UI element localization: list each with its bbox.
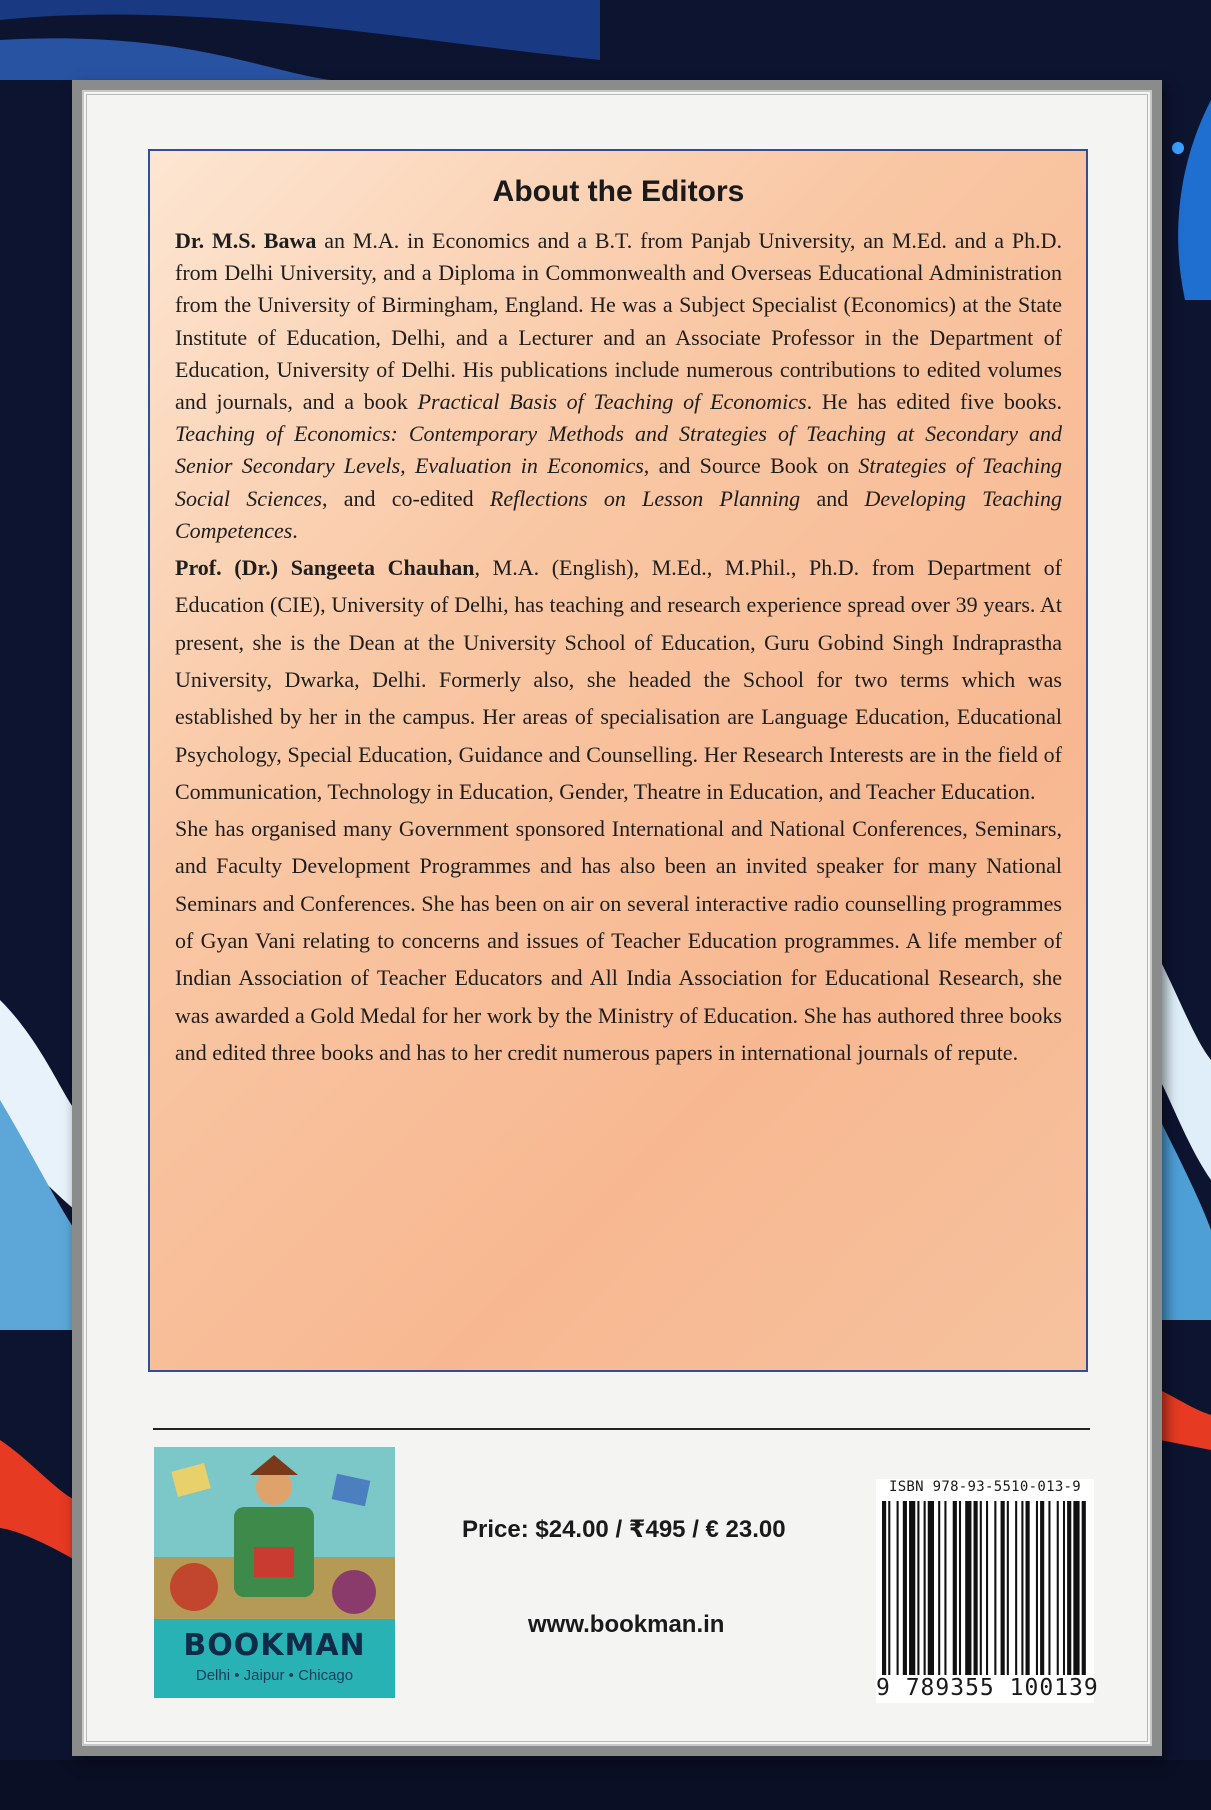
logo-illustration (154, 1447, 395, 1619)
editor1-book-title: Practical Basis of Teaching of Economics (417, 389, 807, 415)
editor1-book-title: Teaching of Economics: Contemporary Methods and Strategies of Teaching at Secondary and Senior Secondary Levels, Evaluation in Economics (175, 421, 1062, 479)
editor1-bio-text: . He has edited five books. (806, 389, 1062, 415)
website-url: www.bookman.in (528, 1611, 725, 1638)
isbn-number: ISBN 978-93-5510-013-9 (888, 1479, 1082, 1495)
price-label: Price: $24.00 / ₹495 / € 23.00 (462, 1516, 786, 1543)
editor1-bio-text: , and Source Book on (643, 453, 859, 479)
footer-divider (153, 1428, 1090, 1430)
editor1-bio-text: an M.A. in Economics and a B.T. from Panjab University, an M.Ed. and a Ph.D. from Delhi University, and a Diploma in Commonwealth and Overseas Educational Administration from the University of Birmingham, England. He was a Subject Specialist (Economics) at the State Institute of Education, Delhi, and a Lecturer and an Associate Professor in the Department of Education, University of Delhi. His publications include numerous contributions to edited volumes and journals, and a book (175, 228, 1062, 415)
about-editors-heading: About the Editors (492, 175, 745, 208)
editor1-name: Dr. M.S. Bawa (175, 228, 317, 253)
editor2-bio-continued: She has organised many Government sponsored International and National Conferences, Seminars, and Faculty Development Programmes and has also been an invited speaker for many National Seminars and Conferences. She has been on air on several interactive radio counselling programmes of Gyan Vani relating to concerns and issues of Teacher Education programmes. A life member of Indian Association of Teacher Educators and All India Association for Educational Research, she was awarded a Gold Medal for her work by the Ministry of Education. She has authored three books and edited three books and has to her credit numerous papers in international journals of repute. (175, 816, 1062, 1065)
editor2-bio-text: , M.A. (English), M.Ed., M.Phil., Ph.D. from Department of Education (CIE), University of Delhi, has teaching and research experience spread over 39 years. At present, she is the Dean at the University School of Education, Guru Gobind Singh Indraprastha University, Dwarka, Delhi. Formerly also, she headed the School for two terms which was established by her in the campus. Her areas of specialisation are Language Education, Educational Psychology, Special Education, Guidance and Counselling. Her Research Interests are in the field of Communication, Technology in Education, Gender, Theatre in Education, and Teacher Education. (175, 555, 1063, 804)
isbn-barcode-block (876, 1479, 1099, 1703)
editor1-bio-text: . (292, 517, 298, 543)
editor1-book-title: Developing Teaching Competences (175, 485, 1063, 543)
publisher-logo (154, 1447, 395, 1698)
editor1-bio-text: and (800, 485, 865, 511)
logo-band (154, 1619, 395, 1698)
barcode-icon (882, 1501, 1090, 1675)
publisher-cities: Delhi • Jaipur • Chicago (195, 1667, 354, 1684)
publisher-name: BOOKMAN (183, 1628, 366, 1663)
editor1-bio-text: , and co-edited (321, 485, 490, 511)
editor1-book-title: Reflections on Lesson Planning (489, 485, 801, 511)
editor1-book-title: Strategies of Teaching Social Sciences (175, 453, 1063, 511)
editor2-name: Prof. (Dr.) Sangeeta Chauhan (175, 555, 475, 581)
about-editors-box (148, 149, 1088, 1372)
editor2-bio (175, 549, 1062, 810)
barcode-digits: 9 789355 100139 (876, 1675, 1099, 1701)
editor1-bio (175, 225, 1062, 547)
